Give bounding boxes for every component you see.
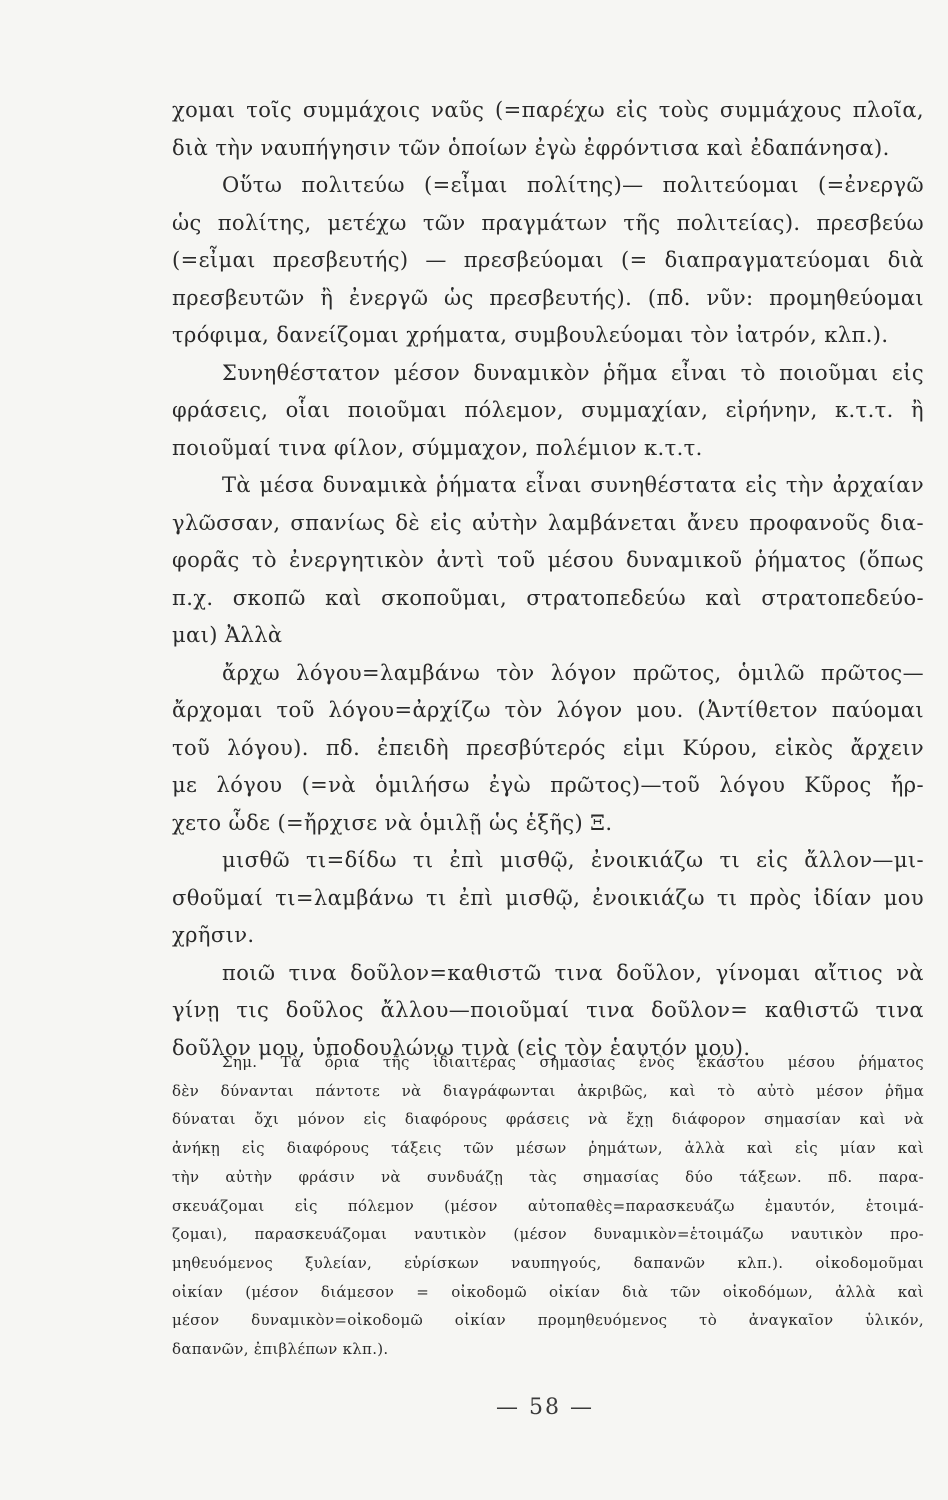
note-line: δὲν δύνανται πάντοτε νὰ διαγράφωνται ἀκριβῶς, καὶ τὸ αὐτὸ μέσον ῥῆμα (172, 1081, 924, 1100)
note-line: Σημ. Τὰ ὅρια τῆς ἰδιαιτέρας σημασίας ἑνὸς ἑκάστου μέσου ῥήματος (222, 1053, 924, 1071)
text-line: τρόφιμα, δανείζομαι χρήματα, συμβουλεύομαι τὸν ἰατρόν, κλπ.). (172, 323, 889, 347)
text-line: δοῦλον μου, ὑποδουλώνω τινὰ (εἰς τὸν ἑαυτόν μου). (172, 1035, 751, 1060)
text-line: ποιῶ τινα δοῦλον=καθιστῶ τινα δοῦλον, γίνομαι αἴτιος νὰ (222, 960, 924, 985)
main-text (172, 92, 924, 1067)
text-line: π.χ. σκοπῶ καὶ σκοποῦμαι, στρατοπεδεύω καὶ στρατοπεδεύο- (172, 585, 924, 610)
note-line: τὴν αὐτὴν φράσιν νὰ συνδυάζῃ τὰς σημασίας δύο τάξεων. πδ. παρα- (172, 1167, 924, 1186)
text-line: μαι) Ἀλλὰ (172, 623, 283, 647)
text-line: ὡς πολίτης, μετέχω τῶν πραγμάτων τῆς πολιτείας). πρεσβεύω (172, 210, 924, 235)
note-line: δύναται ὄχι μόνον εἰς διαφόρους φράσεις νὰ ἔχῃ διάφορον σημασίαν καὶ νὰ (172, 1110, 924, 1129)
text-line: (=εἶμαι πρεσβευτής) — πρεσβεύομαι (= διαπραγματεύομαι διὰ (172, 248, 924, 272)
text-line: με λόγου (=νὰ ὁμιλήσω ἐγὼ πρῶτος)—τοῦ λόγου Κῦρος ἤρ- (172, 773, 924, 797)
note-line: μηθευόμενος ξυλείαν, εὑρίσκων ναυπηγούς, δαπανῶν κλπ.). οἰκοδομοῦμαι (172, 1253, 924, 1272)
text-line: πρεσβευτῶν ἢ ἐνεργῶ ὡς πρεσβευτής). (πδ. νῦν: προμηθεύομαι (172, 285, 924, 310)
text-line: σθοῦμαί τι=λαμβάνω τι ἐπὶ μισθῷ, ἐνοικιάζω τι πρὸς ἰδίαν μου (172, 885, 924, 910)
text-line: Συνηθέστατον μέσον δυναμικὸν ῥῆμα εἶναι τὸ ποιοῦμαι εἰς (222, 360, 924, 385)
note-line: οἰκίαν (μέσον διάμεσον = οἰκοδομῶ οἰκίαν διὰ τῶν οἰκοδόμων, ἀλλὰ καὶ (172, 1282, 924, 1301)
text-line: γλῶσσαν, σπανίως δὲ εἰς αὐτὴν λαμβάνεται ἄνευ προφανοῦς δια- (172, 510, 924, 535)
text-line: διὰ τὴν ναυπήγησιν τῶν ὁποίων ἐγὼ ἐφρόντισα καὶ ἐδαπάνησα). (172, 135, 890, 160)
text-line: χετο ὧδε (=ἤρχισε νὰ ὁμιλῇ ὡς ἑξῆς) Ξ. (172, 810, 613, 835)
text-line: ἄρχω λόγου=λαμβάνω τὸν λόγον πρῶτος, ὁμιλῶ πρῶτος— (222, 660, 924, 685)
text-line: Οὕτω πολιτεύω (=εἶμαι πολίτης)— πολιτεύομαι (=ἐνεργῶ (222, 173, 924, 197)
text-line: φορᾶς τὸ ἐνεργητικὸν ἀντὶ τοῦ μέσου δυναμικοῦ ῥήματος (ὅπως (172, 548, 924, 572)
text-line: ποιοῦμαί τινα φίλον, σύμμαχον, πολέμιον κ.τ.τ. (172, 435, 703, 460)
note-line: ζομαι), παρασκευάζομαι ναυτικὸν (μέσον δυναμικὸν=ἑτοιμάζω ναυτικὸν προ- (172, 1225, 924, 1244)
note-line: ἀνήκῃ εἰς διαφόρους τάξεις τῶν μέσων ῥημάτων, ἀλλὰ καὶ εἰς μίαν καὶ (172, 1139, 924, 1158)
text-line: τοῦ λόγου). πδ. ἐπειδὴ πρεσβύτερός εἰμι Κύρου, εἰκὸς ἄρχειν (172, 735, 924, 760)
text-line: χρῆσιν. (172, 923, 255, 947)
text-line: χομαι τοῖς συμμάχοις ναῦς (=παρέχω εἰς τοὺς συμμάχους πλοῖα, (172, 98, 924, 122)
text-line: μισθῶ τι=δίδω τι ἐπὶ μισθῷ, ἐνοικιάζω τι εἰς ἄλλον—μι- (222, 848, 924, 872)
note-line: μέσον δυναμικὸν=οἰκοδομῶ οἰκίαν προμηθευόμενος τὸ ἀναγκαῖον ὑλικόν, (172, 1311, 924, 1330)
note-line: δαπανῶν, ἐπιβλέπων κλπ.). (172, 1340, 389, 1359)
note-line: σκευάζομαι εἰς πόλεμον (μέσον αὐτοπαθὲς=παρασκευάζω ἐμαυτόν, ἑτοιμά- (172, 1196, 924, 1215)
text-line: Τὰ μέσα δυναμικὰ ῥήματα εἶναι συνηθέστατα εἰς τὴν ἀρχαίαν (222, 473, 924, 497)
text-line: φράσεις, οἷαι ποιοῦμαι πόλεμον, συμμαχίαν, εἰρήνην, κ.τ.τ. ἢ (172, 398, 924, 422)
text-line: γίνῃ τις δοῦλος ἄλλου—ποιοῦμαί τινα δοῦλον= καθιστῶ τινα (172, 998, 924, 1022)
footnote-text (172, 1048, 924, 1364)
text-line: ἄρχομαι τοῦ λόγου=ἀρχίζω τὸν λόγον μου. (Ἀντίθετον παύομαι (172, 698, 924, 722)
page-number: — 58 — (496, 1395, 594, 1420)
